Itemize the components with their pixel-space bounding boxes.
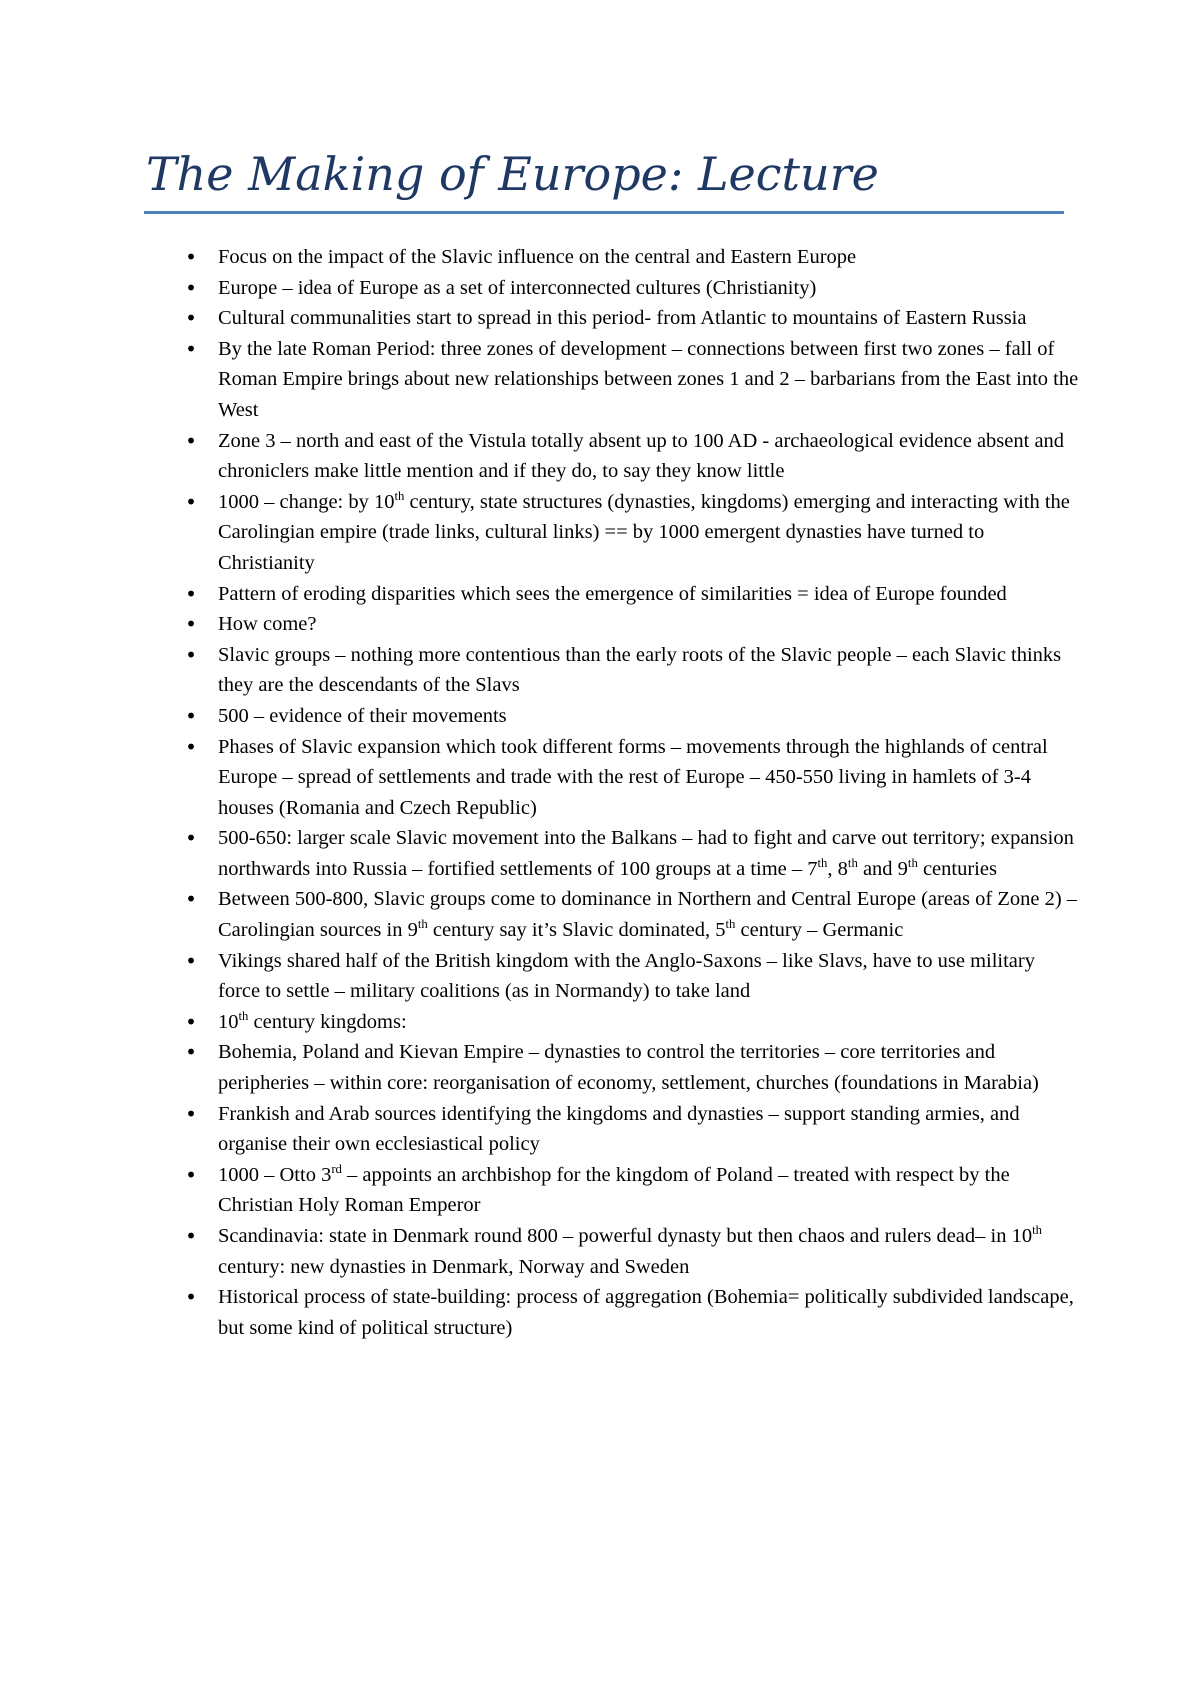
list-item — [182, 1160, 1082, 1221]
bullet-icon: • — [185, 428, 197, 453]
bullet-icon: • — [185, 1009, 197, 1034]
bullet-text — [218, 1286, 1074, 1339]
bullet-text-segment: , 8 — [827, 857, 848, 880]
bullet-icon: • — [185, 1224, 197, 1248]
list-item — [182, 701, 1082, 732]
bullet-text — [218, 246, 856, 268]
bullet-icon: • — [185, 887, 197, 912]
list-item — [182, 487, 1082, 579]
bullet-text — [218, 613, 316, 635]
bullet-text-segment: Focus on the impact of the Slavic influence on the central and Eastern Europe — [218, 246, 857, 268]
bullet-text-segment: century: new dynasties in Denmark, Norway and Sweden — [218, 1255, 690, 1278]
bullet-icon: • — [185, 1040, 197, 1065]
bullet-text — [218, 950, 1035, 1003]
bullet-icon: • — [185, 948, 197, 973]
ordinal-superscript: th — [238, 1009, 249, 1024]
bullet-text-segment: Between 500-800, Slavic groups come to dominance in Northern and Central Europe (areas of Zone 2) – Carolingian sources in 9 — [218, 888, 1078, 942]
bullet-text — [218, 1161, 1010, 1217]
bullet-text — [218, 827, 1074, 880]
page-title: The Making of Europe: Lecture — [146, 147, 879, 201]
bullet-icon: • — [185, 306, 197, 331]
bullet-text-segment: 1000 – Otto 3 — [218, 1163, 332, 1186]
list-item — [182, 1037, 1082, 1098]
bullet-icon: • — [185, 642, 197, 667]
bullet-text — [218, 644, 1061, 697]
bullet-icon: • — [185, 245, 197, 269]
bullet-icon: • — [185, 581, 197, 606]
ordinal-superscript: th — [725, 917, 736, 932]
bullet-text — [218, 1011, 407, 1033]
bullet-list — [182, 242, 1082, 1343]
bullet-icon: • — [185, 734, 197, 759]
bullet-text-segment: Europe – idea of Europe as a set of interconnected cultures (Christianity) — [218, 276, 817, 299]
title-underline — [144, 211, 1064, 214]
bullet-text — [218, 430, 1064, 483]
bullet-text-segment: 500 – evidence of their movements — [218, 704, 507, 727]
bullet-text-segment: Frankish and Arab sources identifying the kingdoms and dynasties – support standing armies, and organise their own ecclesiastical policy — [218, 1102, 1020, 1156]
bullet-text — [218, 488, 1070, 574]
bullet-icon: • — [185, 826, 197, 851]
bullet-icon: • — [185, 489, 197, 514]
bullet-text-segment: century kingdoms: — [248, 1010, 407, 1033]
list-item — [182, 640, 1082, 701]
bullet-text — [218, 1041, 1039, 1094]
list-item — [182, 242, 1082, 273]
bullet-text-segment: How come? — [218, 613, 317, 636]
bullet-text — [218, 277, 816, 299]
bullet-text — [218, 338, 1078, 421]
list-item — [182, 823, 1082, 884]
bullet-text-segment: Slavic groups – nothing more contentious than the early roots of the Slavic people – each Slavic thinks they are the descendants of the Slavs — [218, 643, 1062, 697]
bullet-text-segment: 500-650: larger scale Slavic movement into the Balkans – had to fight and carve out territory; expansion northwards into Russia – fortified settlements of 100 groups at a time – 7 — [218, 827, 1074, 880]
bullet-icon: • — [185, 1162, 197, 1187]
bullet-icon: • — [185, 1101, 197, 1126]
bullet-icon: • — [185, 612, 197, 637]
ordinal-superscript: rd — [331, 1161, 342, 1176]
bullet-text — [218, 705, 507, 727]
bullet-text — [218, 307, 1026, 329]
bullet-text-segment: Scandinavia: state in Denmark round 800 – powerful dynasty but then chaos and rulers dead– in 10 — [218, 1225, 1033, 1247]
bullet-text — [218, 1225, 1042, 1278]
bullet-text-segment: By the late Roman Period: three zones of development – connections between first two zones – fall of Roman Empire brings about new relationships between zones 1 and 2 – barbarians from the East into the West — [218, 337, 1079, 421]
ordinal-superscript: th — [907, 856, 918, 871]
ordinal-superscript: th — [817, 856, 828, 871]
bullet-text-segment: century, state structures (dynasties, kingdoms) emerging and interacting with the Carolingian empire (trade links, cultural links) == by 1000 emergent dynasties have turned to Christianity — [218, 490, 1070, 574]
bullet-text-segment: Historical process of state-building: process of aggregation (Bohemia= politically subdivided landscape, but some kind of political structure) — [218, 1286, 1074, 1339]
list-item — [182, 1221, 1082, 1282]
bullet-text-segment: Vikings shared half of the British kingdom with the Anglo-Saxons – like Slavs, have to use military force to settle – military coalitions (as in Normandy) to take land — [218, 949, 1035, 1003]
bullet-text-segment: and 9 — [857, 857, 908, 880]
list-item — [182, 946, 1082, 1007]
list-item — [182, 1099, 1082, 1160]
bullet-text-segment: century say it’s Slavic dominated, 5 — [427, 919, 726, 942]
list-item — [182, 1007, 1082, 1038]
bullet-text — [218, 583, 1007, 605]
ordinal-superscript: th — [394, 488, 405, 503]
ordinal-superscript: th — [1032, 1223, 1042, 1238]
bullet-icon: • — [185, 336, 197, 361]
ordinal-superscript: th — [417, 917, 428, 932]
bullet-text-segment: Cultural communalities start to spread in this period- from Atlantic to mountains of Eastern Russia — [218, 307, 1027, 330]
list-item — [182, 426, 1082, 487]
bullet-text-segment: 10 — [218, 1010, 239, 1033]
bullet-text-segment: century – Germanic — [735, 919, 904, 942]
bullet-icon: • — [185, 703, 197, 728]
list-item — [182, 609, 1082, 640]
bullet-text — [218, 888, 1077, 941]
list-item — [182, 303, 1082, 334]
bullet-text-segment: centuries — [917, 857, 997, 880]
bullet-text-segment: Bohemia, Poland and Kievan Empire – dynasties to control the territories – core territories and peripheries – within core: reorganisation of economy, settlement, churches (foundations in Marabia) — [218, 1041, 1039, 1095]
list-item — [182, 1282, 1082, 1343]
list-item — [182, 884, 1082, 945]
bullet-text — [218, 1103, 1020, 1156]
bullet-text-segment: Pattern of eroding disparities which sees the emergence of similarities = idea of Europe founded — [218, 582, 1007, 605]
bullet-text-segment: Zone 3 – north and east of the Vistula totally absent up to 100 AD - archaeological evidence absent and chroniclers make little mention and if they do, to say they know little — [218, 429, 1065, 483]
bullet-icon: • — [185, 275, 197, 300]
list-item — [182, 732, 1082, 824]
bullet-text-segment: 1000 – change: by 10 — [218, 490, 395, 513]
list-item — [182, 273, 1082, 304]
bullet-text — [218, 736, 1048, 819]
bullet-icon: • — [185, 1285, 197, 1310]
bullet-text-segment: Phases of Slavic expansion which took different forms – movements through the highlands of central Europe – spread of settlements and trade with the rest of Europe – 450-550 living in hamlets of 3-4 houses (Romania and Czech Republic) — [218, 735, 1048, 819]
ordinal-superscript: th — [847, 856, 858, 871]
bullet-text-segment: – appoints an archbishop for the kingdom of Poland – treated with respect by the Christian Holy Roman Emperor — [218, 1163, 1010, 1217]
list-item — [182, 579, 1082, 610]
list-item — [182, 334, 1082, 426]
